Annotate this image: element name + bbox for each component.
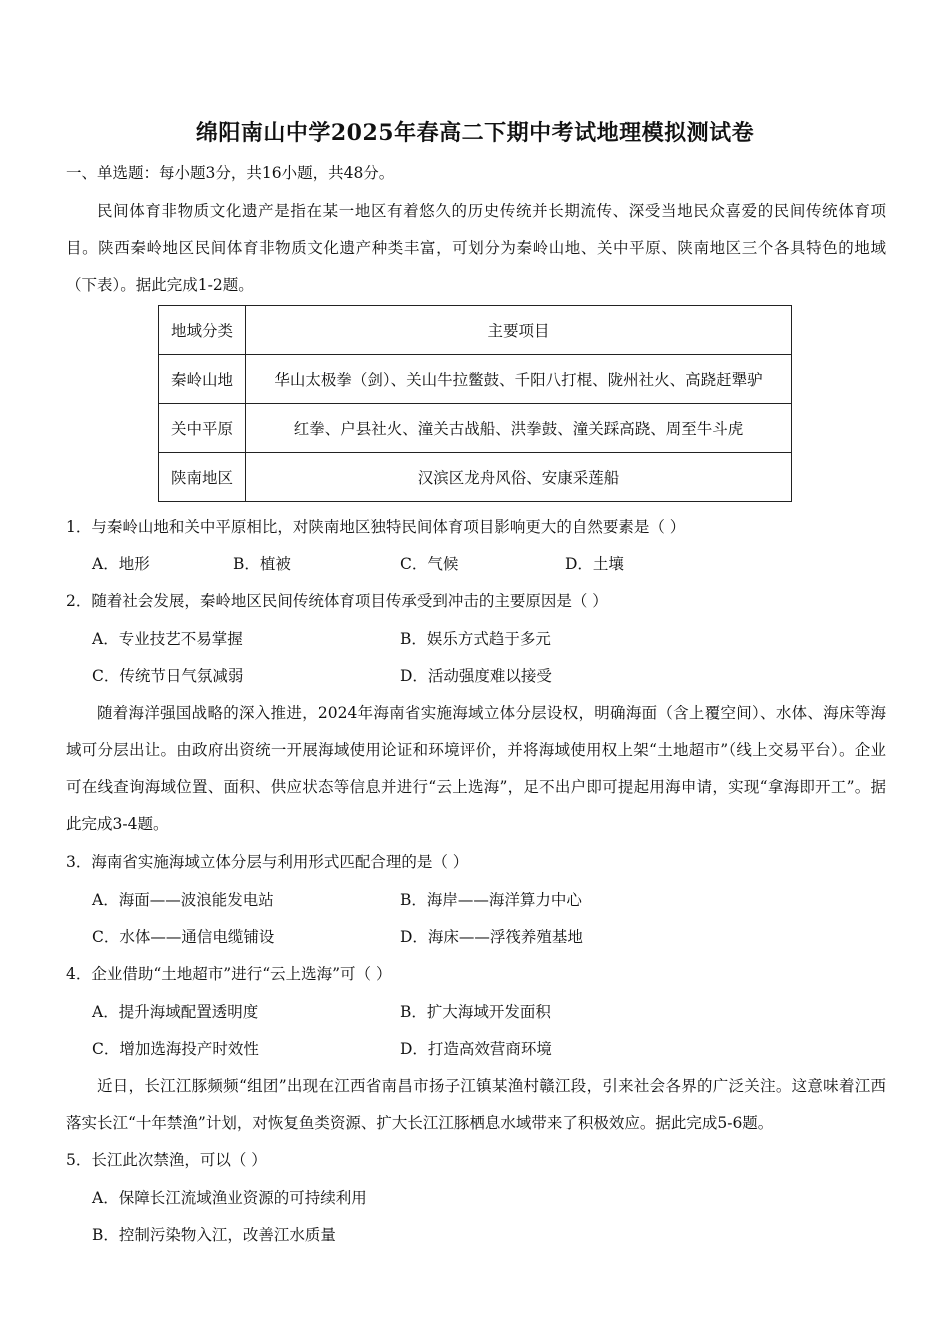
q3-option-a: A．海面——波浪能发电站 [92,891,274,909]
q1-option-d: D．土壤 [565,555,624,573]
table-row [159,453,792,502]
table-header-cell: 主要项目 [246,306,792,355]
question-2-stem: 2．随着社会发展，秦岭地区民间传统体育项目传承受到冲击的主要原因是（ ） [66,592,608,610]
q1-option-a: A．地形 [92,555,150,573]
q5-option-a: A．保障长江流域渔业资源的可持续利用 [92,1189,367,1207]
question-3-stem: 3．海南省实施海域立体分层与利用形式匹配合理的是（ ） [66,853,469,871]
question-1-stem: 1．与秦岭山地和关中平原相比，对陕南地区独特民间体育项目影响更大的自然要素是（ ） [66,518,686,536]
q4-option-b: B．扩大海域开发面积 [400,1003,551,1021]
table-row [159,404,792,453]
passage-1: 民间体育非物质文化遗产是指在某一地区有着悠久的历史传统并长期流传、深受当地民众喜爱的民间传统体育项目。陕西秦岭地区民间体育非物质文化遗产种类丰富，可划分为秦岭山地、关中平原、陕南地区三个各具特色的地域（下表）。据此完成1-2题。 [66,202,886,294]
q5-option-b: B．控制污染物入江，改善江水质量 [92,1226,336,1244]
q4-option-c: C．增加选海投产时效性 [92,1040,259,1058]
q4-option-a: A．提升海域配置透明度 [92,1003,259,1021]
q3-option-c: C．水体——通信电缆铺设 [92,928,275,946]
page-title: 绵阳南山中学2025年春高二下期中考试地理模拟测试卷 [195,120,755,146]
table-header-cell: 地域分类 [159,306,246,355]
table-cell: 陕南地区 [159,453,246,502]
table-cell: 汉滨区龙舟风俗、安康采莲船 [246,453,792,502]
question-5-stem: 5．长江此次禁渔，可以（ ） [66,1151,267,1169]
q2-option-d: D．活动强度难以接受 [400,667,552,685]
passage-2: 随着海洋强国战略的深入推进，2024年海南省实施海域立体分层设权，明确海面（含上覆空间）、水体、海床等海域可分层出让。由政府出资统一开展海域使用论证和环境评价，并将海域使用权上架“土地超市”（线上交易平台）。企业可在线查询海域位置、面积、供应状态等信息并进行“云上选海”，足不出户即可提起用海申请，实现“拿海即开工”。据此完成3-4题。 [66,704,886,833]
q3-option-b: B．海岸——海洋算力中心 [400,891,582,909]
region-table [158,305,792,502]
q2-option-b: B．娱乐方式趋于多元 [400,630,551,648]
section-heading: 一、单选题：每小题3分，共16小题，共48分。 [66,164,395,182]
table-cell: 关中平原 [159,404,246,453]
table-cell: 秦岭山地 [159,355,246,404]
q2-option-a: A．专业技艺不易掌握 [92,630,243,648]
q1-option-c: C．气候 [400,555,459,573]
q1-option-b: B．植被 [233,555,291,573]
table-row [159,355,792,404]
q2-option-c: C．传统节日气氛减弱 [92,667,244,685]
passage-3: 近日，长江江豚频频“组团”出现在江西省南昌市扬子江镇某渔村赣江段，引来社会各界的广泛关注。这意味着江西落实长江“十年禁渔”计划，对恢复鱼类资源、扩大长江江豚栖息水域带来了积极效应。据此完成5-6题。 [66,1077,886,1132]
table-cell: 华山太极拳（剑）、关山牛拉鳖鼓、千阳八打棍、陇州社火、高跷赶犟驴 [246,355,792,404]
table-header-row [159,306,792,355]
q4-option-d: D．打造高效营商环境 [400,1040,552,1058]
q3-option-d: D．海床——浮筏养殖基地 [400,928,583,946]
question-4-stem: 4．企业借助“土地超市”进行“云上选海”可（ ） [66,965,392,983]
table-cell: 红拳、户县社火、潼关古战船、洪拳鼓、潼关踩高跷、周至牛斗虎 [246,404,792,453]
